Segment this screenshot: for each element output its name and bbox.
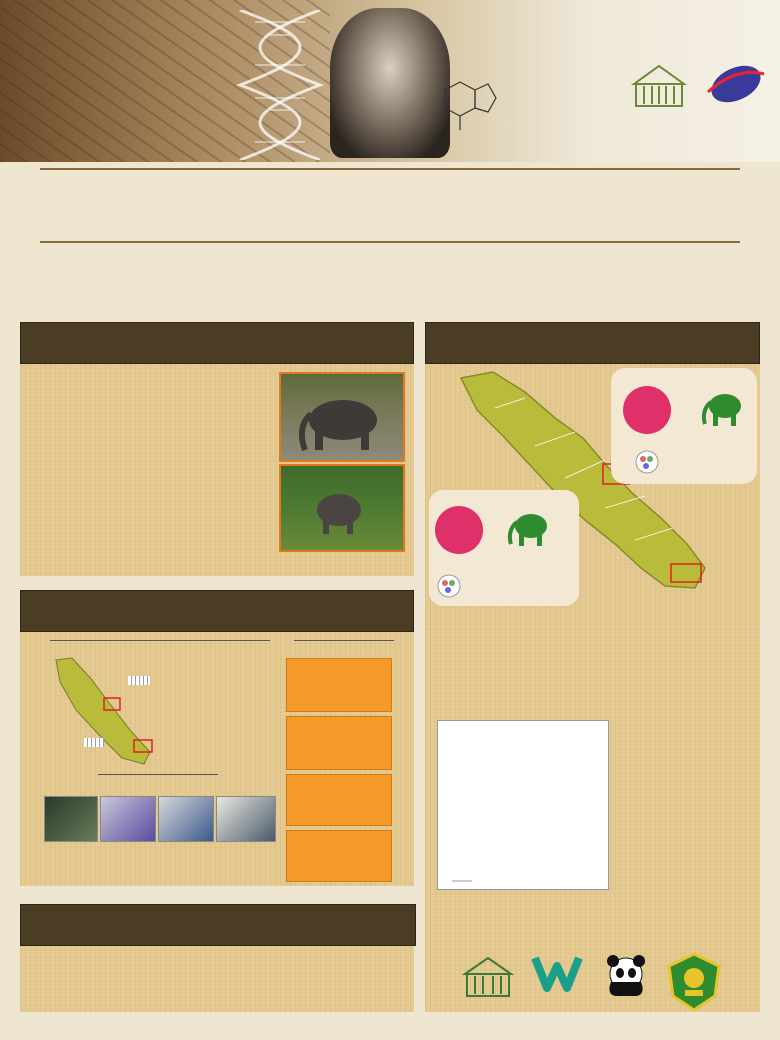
elephant-silhouette-icon [281,374,403,460]
results-figure-panel [425,364,760,626]
elephant-icon [505,508,551,548]
introduction-heading [20,322,414,364]
pie-slice-female [623,386,671,434]
elephant-calf-icon [281,466,403,550]
conclusion-heading [20,904,416,946]
data-box-heterozygosity [286,716,392,770]
dna-helix-icon [220,10,340,160]
haplotype-cluster-icon [437,574,461,598]
laboratory-analysis-title [98,774,218,775]
elephant-icon [699,388,745,428]
data-box-sex-ratio [286,774,392,826]
data-box-individual-id [286,658,392,712]
eijkman-building-icon [628,62,690,116]
phylogenetic-tree [437,720,609,890]
title-rule-top [40,168,740,170]
introduction-panel [20,364,414,576]
elephant-photo-1 [279,372,405,462]
results-heading [425,322,760,364]
title-rule-bottom [40,241,740,243]
eijkman-header-logo [628,62,690,116]
method-heading [20,590,414,632]
lab-photo-haplotyping [216,796,276,842]
lab-photo-extraction [44,796,98,842]
results-text-panel [425,626,760,1012]
university-riau-logo [665,952,723,1012]
wcs-logo [529,952,585,1012]
conference-logo [480,62,620,80]
sample-tubes-icon [84,738,104,747]
tnnp-sex-ratio-pie [621,384,673,436]
tnnp-profile-box [611,368,757,484]
ristekdikti-emblem-icon [700,62,766,116]
haplotype-cluster-icon [635,450,659,474]
chemical-structure-icon [430,70,500,140]
eijkman-building-icon [457,952,519,1012]
lab-photo-microsatellite [158,796,214,842]
wknp-sex-ratio-pie [433,504,485,556]
sample-collection-title [50,640,270,641]
data-analysis-title [294,640,394,641]
sample-tubes-icon [128,676,150,685]
wknp-profile-box [429,490,579,606]
ristekdikti-logo [700,62,766,116]
elephant-photo-2 [279,464,405,552]
university-shield-icon [665,952,723,1012]
panda-icon [601,952,651,1012]
wwf-logo [601,952,651,1012]
pie-slice-female [435,506,483,554]
sample-map-sumatra [52,654,156,766]
phylogenetic-tree-figure [438,721,608,889]
data-box-mtdna [286,830,392,882]
wcs-emblem-icon [529,952,585,1012]
lab-photo-sexing [100,796,156,842]
method-panel [20,632,414,886]
conclusion-panel [20,946,414,1012]
eijkman-footer-logo [457,952,519,1012]
